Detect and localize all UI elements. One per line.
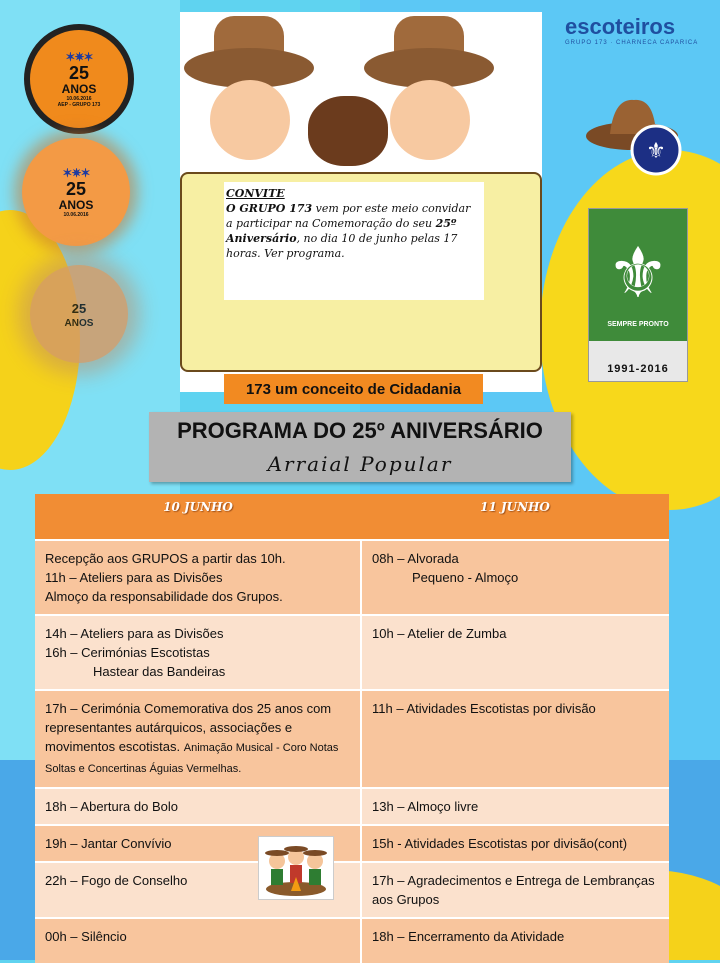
table-row <box>35 862 669 918</box>
badge-number: 25 <box>68 63 90 83</box>
fleur-de-lis-icon <box>603 219 673 329</box>
table-cell <box>361 825 669 862</box>
schedule-item: Hastear das Bandeiras <box>93 664 226 679</box>
campfire-scouts-image <box>258 836 334 900</box>
schedule-item: 11h – Atividades Escotistas por divisão <box>372 701 596 716</box>
schedule-item: 13h – Almoço livre <box>372 799 479 814</box>
badge-label: ANOS <box>64 317 94 329</box>
table-cell <box>35 690 361 788</box>
fireworks-icon: ✶✷✶ <box>65 50 93 64</box>
badge-group: AEP - GRUPO 173 <box>57 102 101 108</box>
anniversary-badge <box>30 265 128 363</box>
svg-text:⚜: ⚜ <box>646 138 666 163</box>
schedule-item: 11h – Ateliers para as Divisões <box>45 570 223 585</box>
schedule-item: Almoço da responsabilidade dos Grupos. <box>45 589 283 604</box>
schedule-item: 10h – Atelier de Zumba <box>372 626 507 641</box>
anniversary-badge <box>24 24 134 134</box>
scout-girl-face <box>390 80 470 160</box>
program-title: PROGRAMA DO 25º ANIVERSÁRIO <box>177 418 543 443</box>
table-cell <box>361 862 669 918</box>
schedule-item: 00h – Silêncio <box>45 929 127 944</box>
badge-label: ANOS <box>58 198 94 212</box>
schedule-item: 14h – Ateliers para as Divisões <box>45 626 224 641</box>
schedule-item: 18h – Encerramento da Atividade <box>372 929 565 944</box>
schedule-item: 15h - Atividades Escotistas por divisão(cont) <box>372 836 628 851</box>
emblem-motto: SEMPRE PRONTO <box>607 321 669 328</box>
badge-number: 25 <box>71 300 87 316</box>
schedule-item: Animação Musical - Coro Notas Soltas e Concertinas Águias Vermelhas. <box>45 742 339 775</box>
program-subtitle: Arraial Popular <box>267 452 453 476</box>
column-header: 10 JUNHO <box>35 494 361 540</box>
table-row <box>35 615 669 690</box>
table-cell <box>35 918 361 963</box>
escoteiros-logo <box>565 14 715 64</box>
badge-label: ANOS <box>61 82 97 96</box>
schedule-item: Recepção aos GRUPOS a partir das 10h. <box>45 551 286 566</box>
scout-hat-emblem-icon <box>584 92 690 180</box>
column-header: 11 JUNHO <box>361 494 669 540</box>
invite-heading: CONVITE <box>226 187 285 200</box>
schedule-item: Pequeno - Almoço <box>412 570 519 585</box>
schedule-item: 08h – Alvorada <box>372 551 459 566</box>
fleur-de-lis-emblem <box>588 208 688 382</box>
schedule-item: 16h – Cerimónias Escotistas <box>45 645 210 660</box>
anniversary-badge <box>22 138 130 246</box>
logo-subtitle: GRUPO 173 · CHARNECA CAPARICA <box>565 40 699 46</box>
table-cell <box>35 788 361 825</box>
group-name: O GRUPO 173 <box>226 202 313 215</box>
invite-body <box>226 201 476 261</box>
logo-title: escoteiros <box>565 14 676 39</box>
dog-face <box>308 96 388 166</box>
invitation-text <box>226 186 476 261</box>
badge-date: 10.06.2016 <box>63 212 89 218</box>
schedule-item: 17h – Agradecimentos e Entrega de Lembranças aos Grupos <box>372 873 655 907</box>
schedule-item: 19h – Jantar Convívio <box>45 836 172 851</box>
table-cell <box>361 690 669 788</box>
invite-text: , no dia 10 de junho pelas 17 horas. Ver programa. <box>226 232 458 260</box>
svg-text:⚜: ⚜ <box>606 234 670 312</box>
table-row <box>35 540 669 615</box>
table-cell <box>361 615 669 690</box>
invite-text: vem por este meio convidar a participar na Comemoração do seu <box>226 202 471 230</box>
table-row <box>35 690 669 788</box>
motto-banner: 173 um conceito de Cidadania <box>224 374 483 404</box>
anniversary-text: 25º Aniversário <box>226 217 457 245</box>
emblem-years: 1991-2016 <box>607 363 669 375</box>
schedule-item: 18h – Abertura do Bolo <box>45 799 178 814</box>
table-cell <box>361 788 669 825</box>
fireworks-icon: ✶✷✶ <box>62 166 90 180</box>
table-cell <box>35 615 361 690</box>
table-cell <box>361 540 669 615</box>
schedule-item: 22h – Fogo de Conselho <box>45 873 188 888</box>
badge-number: 25 <box>65 179 87 199</box>
table-cell <box>361 918 669 963</box>
table-row <box>35 918 669 963</box>
program-title-box <box>149 412 571 482</box>
table-cell <box>35 540 361 615</box>
schedule-table <box>35 494 669 963</box>
schedule-item: 17h – Cerimónia Comemorativa dos 25 anos com representantes autárquicos, associações e movimentos escotistas. <box>45 701 332 754</box>
table-row <box>35 825 669 862</box>
scout-boy-face <box>210 80 290 160</box>
badge-date: 10.06.2016 <box>66 96 92 102</box>
table-row <box>35 788 669 825</box>
